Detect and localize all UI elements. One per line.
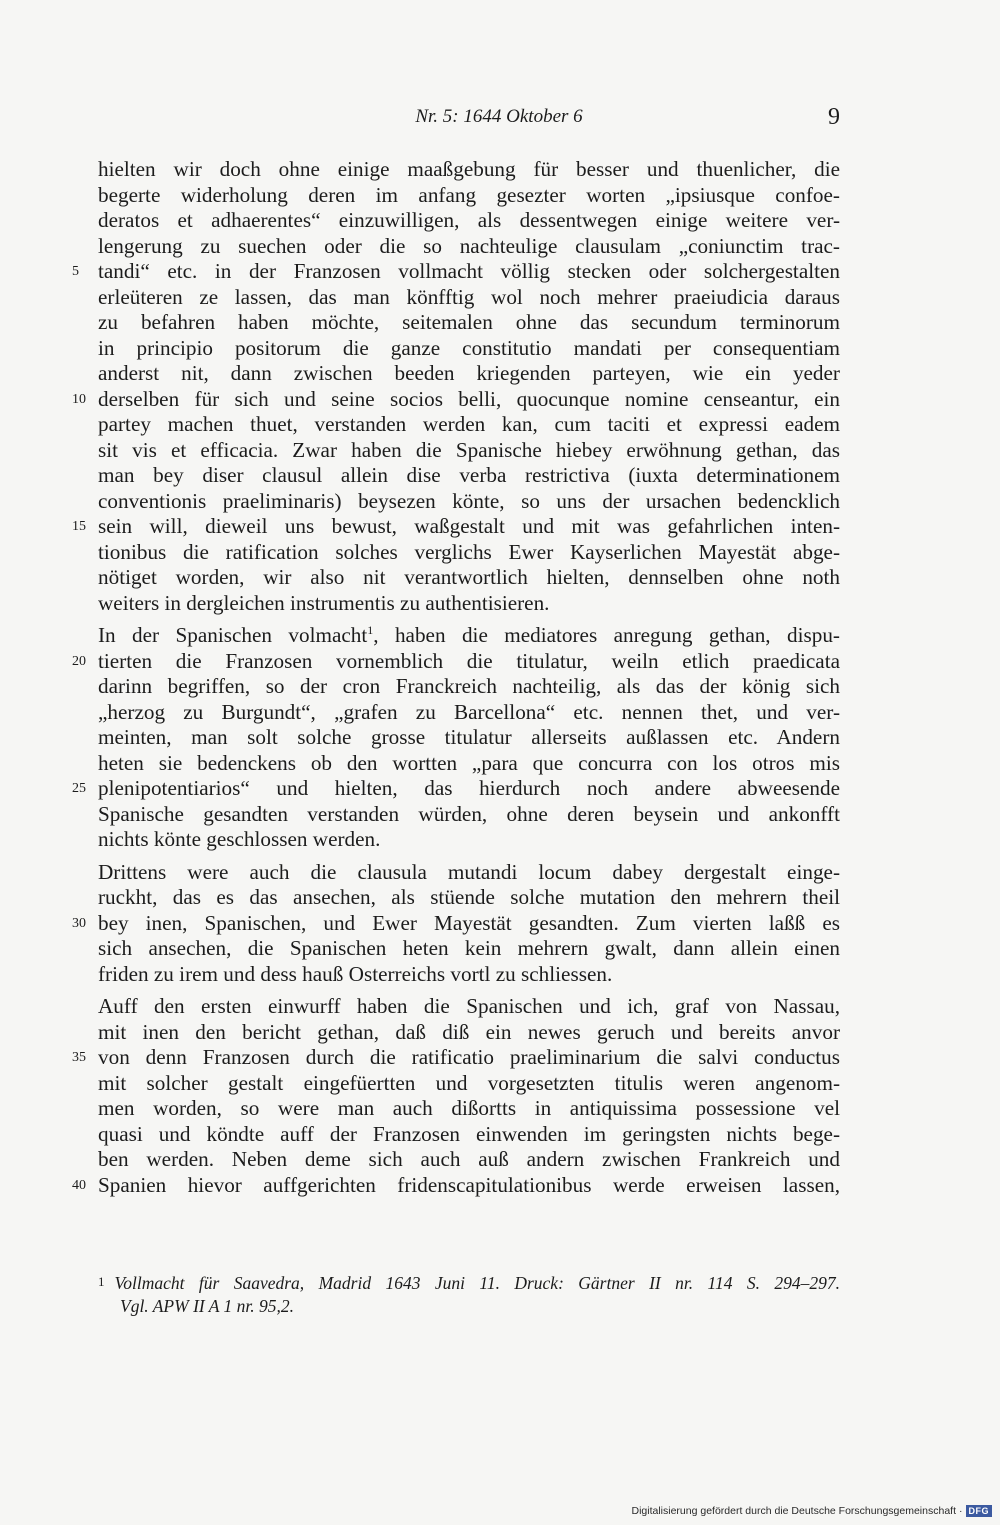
text-line: Drittens were auch die clausula mutandi locum dabey dergestalt einge- [98, 859, 840, 884]
line-number: 35 [72, 1050, 86, 1065]
line-number: 5 [72, 264, 79, 279]
digitization-credit: Digitalisierung gefördert durch die Deutsche Forschungsgemeinschaft · DFG [631, 1505, 992, 1517]
text-line: ruckht, das es das ansechen, als stüende solche mutation den mehrern theil [98, 885, 840, 909]
text-line: zu befahren haben möchte, seitemalen ohne das secundum terminorum [98, 310, 840, 334]
text-line: ben werden. Neben deme sich auch auß andern zwischen Frankreich und [98, 1147, 840, 1171]
text-line: In der Spanischen volmacht$^1$, haben die mediatores anregung gethan, dispu- [98, 623, 840, 647]
text-line: nötiget worden, wir also nit verantwortlich hielten, dennselben ohne noth [98, 565, 840, 589]
footnote-line: Vgl. APW II A 1 nr. 95,2. [120, 1296, 295, 1316]
page-number: 9 [828, 104, 840, 130]
text-line: lengerung zu suechen oder die so nachteulige clausulam „coniunctim trac- [98, 233, 840, 258]
text-line: darinn begriffen, so der cron Franckreich nachteilig, als das der könig sich [98, 674, 840, 698]
text-line: 10 derselben für sich und seine socios belli, quocunque nomine censeantur, ein [72, 386, 840, 411]
text-line: sich ansechen, die Spanischen heten kein mehrern gwalt, dann allein einen [98, 936, 840, 960]
text-line: begerte widerholung deren im anfang gesezter worten „ipsiusque confoe- [98, 182, 840, 207]
text-line: hielten wir doch ohne einige maaßgebung für besser und thuenlicher, die [98, 157, 840, 181]
footnote-line: 1 Vollmacht für Saavedra, Madrid 1643 Juni 11. Druck: Gärtner II nr. 114 S. 294–297. [98, 1273, 840, 1293]
text-line: erleüteren ze lassen, das man könfftig wol noch mehrer praeiudicia daraus [98, 284, 840, 309]
text-line: mit inen den bericht gethan, daß diß ein newes geruch und bereits anvor [98, 1019, 840, 1044]
text-line: 5 tandi“ etc. in der Franzosen vollmacht völlig stecken oder solchergestalten [72, 259, 840, 283]
line-number: 20 [72, 653, 86, 669]
text-line: conventionis praeliminaris) beysezen könte, so uns der ursachen bedencklich [98, 488, 840, 513]
footnote [98, 1270, 840, 1318]
dfg-logo: DFG [966, 1505, 993, 1517]
text-line: 35 von denn Franzosen durch die ratificatio praeliminarium die salvi conductus [72, 1045, 840, 1069]
text-line: partey machen thuet, verstanden werden kan, cum taciti et expressi eadem [98, 412, 840, 436]
credit-text: Digitalisierung gefördert durch die Deutsche Forschungsgemeinschaft [631, 1505, 956, 1517]
text-line: meinten, man solt solche grosse titulatur allerseits außlassen etc. Andern [98, 725, 840, 749]
text-line: friden zu irem und dess hauß Osterreichs vortl zu schliessen. [98, 961, 613, 986]
line-number: 40 [72, 1177, 86, 1193]
text-line: weiters in dergleichen instrumentis zu authentisieren. [98, 590, 550, 615]
text-line: Spanische gesandten verstanden würden, ohne deren beysein und ankonfft [98, 801, 840, 826]
footnote-marker: 1 [98, 1274, 105, 1289]
text-line: „herzog zu Burgundt“, „grafen zu Barcellona“ etc. nennen thet, und ver- [98, 699, 840, 724]
text-line: 20 tierten die Franzosen vornemblich die titulatur, weiln etlich praedicata [72, 648, 840, 673]
line-number: 30 [72, 915, 86, 931]
text-line: sit vis et efficacia. Zwar haben die Spanische hiebey erwöhnung gethan, das [98, 437, 840, 462]
text-line: anderst nit, dann zwischen beeden kriegenden parteyen, wie ein yeder [98, 361, 840, 385]
text-line: 25 plenipotentiarios“ und hielten, das hierdurch noch andere abweesende [72, 776, 840, 800]
body-text [72, 157, 840, 1198]
text-line: deratos et adhaerentes“ einzuwilligen, als dessentwegen einige weitere ver- [98, 208, 840, 232]
text-line: man bey diser clausul allein dise verba restrictiva (iuxta determinationem [98, 463, 840, 487]
text-line: in principio positorum die ganze constitutio mandati per consequentiam [98, 335, 840, 360]
line-number: 25 [72, 781, 86, 796]
running-head: Nr. 5: 1644 Oktober 6 [415, 106, 583, 127]
text-line: quasi und köndte auff der Franzosen einwenden im geringsten nichts bege- [98, 1121, 840, 1146]
text-line: 30 bey inen, Spanischen, und Ewer Mayestät gesandten. Zum vierten laßß es [72, 910, 840, 935]
page-header [98, 104, 840, 134]
text-line: men worden, so were man auch dißortts in antiquissima possessione vel [98, 1096, 840, 1120]
line-number: 10 [72, 391, 86, 407]
text-line: tionibus die ratification solches verglichs Ewer Kayserlichen Mayestät abge- [98, 539, 840, 564]
text-line: nichts könte geschlossen werden. [98, 827, 381, 851]
line-number: 15 [72, 519, 86, 534]
text-line: heten sie bedenckens ob den wortten „para que concurra con los otros mis [98, 750, 840, 775]
footnote-ref: 1 [367, 623, 374, 637]
text-line: 15 sein will, dieweil uns bewust, waßgestalt und mit was gefahrlichen inten- [72, 514, 840, 538]
text-line: mit solcher gestalt eingefüertten und vorgesetzten titulis weren angenom- [98, 1070, 840, 1095]
text-line: Auff den ersten einwurff haben die Spanischen und ich, graf von Nassau, [98, 994, 840, 1018]
text-line: 40 Spanien hievor auffgerichten fridenscapitulationibus werde erweisen lassen, [72, 1172, 840, 1197]
